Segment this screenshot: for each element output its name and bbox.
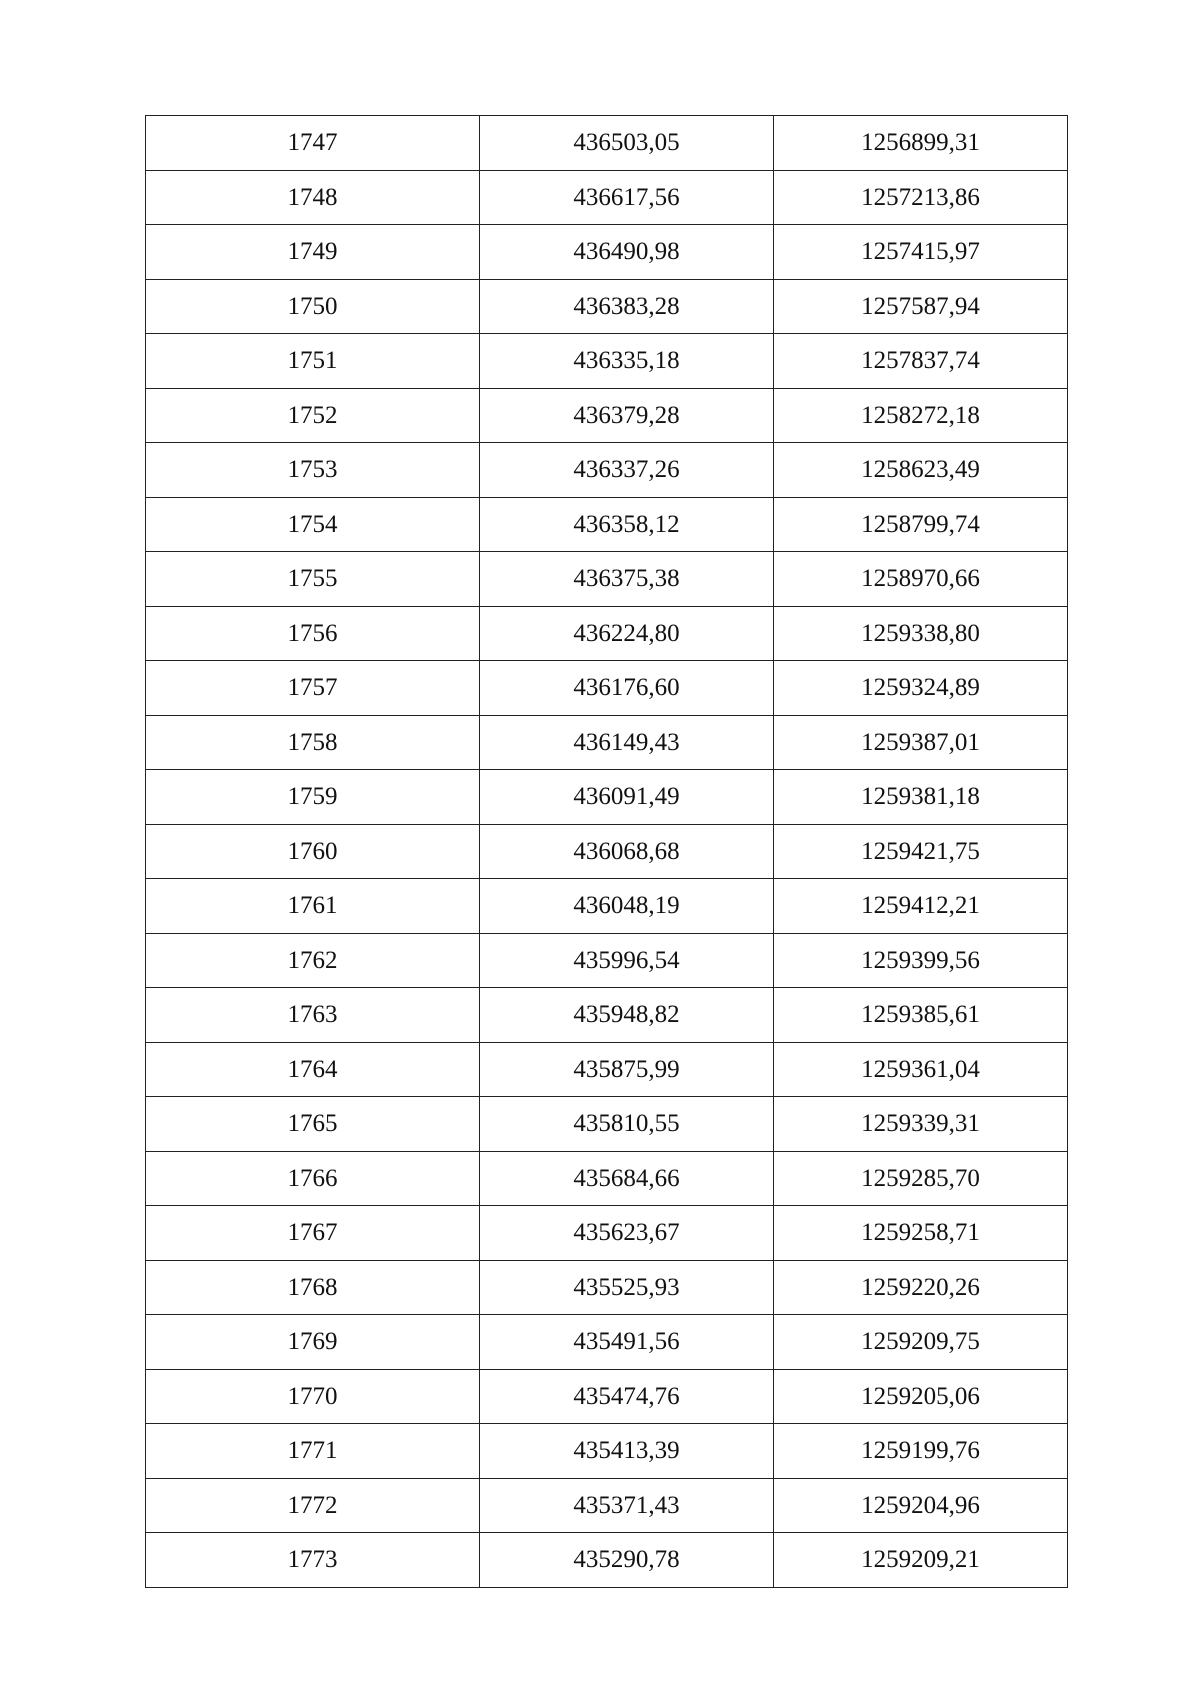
y-coordinate-cell: 1259399,56 xyxy=(774,933,1068,988)
table-row xyxy=(146,443,1068,498)
y-coordinate-cell: 1258623,49 xyxy=(774,443,1068,498)
point-number-cell: 1755 xyxy=(146,552,480,607)
y-coordinate-cell: 1258970,66 xyxy=(774,552,1068,607)
x-coordinate-cell: 435413,39 xyxy=(480,1424,774,1479)
table-row xyxy=(146,1478,1068,1533)
x-coordinate-cell: 436503,05 xyxy=(480,116,774,171)
table-row xyxy=(146,552,1068,607)
point-number-cell: 1760 xyxy=(146,824,480,879)
x-coordinate-cell: 435623,67 xyxy=(480,1206,774,1261)
x-coordinate-cell: 435996,54 xyxy=(480,933,774,988)
point-number-cell: 1751 xyxy=(146,334,480,389)
point-number-cell: 1748 xyxy=(146,170,480,225)
x-coordinate-cell: 436091,49 xyxy=(480,770,774,825)
point-number-cell: 1766 xyxy=(146,1151,480,1206)
y-coordinate-cell: 1259339,31 xyxy=(774,1097,1068,1152)
table-row xyxy=(146,933,1068,988)
point-number-cell: 1770 xyxy=(146,1369,480,1424)
y-coordinate-cell: 1257213,86 xyxy=(774,170,1068,225)
table-row xyxy=(146,388,1068,443)
x-coordinate-cell: 436048,19 xyxy=(480,879,774,934)
coordinates-table-body xyxy=(146,116,1068,1588)
y-coordinate-cell: 1259205,06 xyxy=(774,1369,1068,1424)
x-coordinate-cell: 435810,55 xyxy=(480,1097,774,1152)
x-coordinate-cell: 435875,99 xyxy=(480,1042,774,1097)
point-number-cell: 1771 xyxy=(146,1424,480,1479)
table-row xyxy=(146,988,1068,1043)
y-coordinate-cell: 1259220,26 xyxy=(774,1260,1068,1315)
table-row xyxy=(146,1369,1068,1424)
table-row xyxy=(146,497,1068,552)
x-coordinate-cell: 436337,26 xyxy=(480,443,774,498)
y-coordinate-cell: 1256899,31 xyxy=(774,116,1068,171)
x-coordinate-cell: 435491,56 xyxy=(480,1315,774,1370)
x-coordinate-cell: 436383,28 xyxy=(480,279,774,334)
table-row xyxy=(146,334,1068,389)
x-coordinate-cell: 436617,56 xyxy=(480,170,774,225)
x-coordinate-cell: 436379,28 xyxy=(480,388,774,443)
table-row xyxy=(146,116,1068,171)
point-number-cell: 1773 xyxy=(146,1533,480,1588)
y-coordinate-cell: 1259381,18 xyxy=(774,770,1068,825)
y-coordinate-cell: 1259385,61 xyxy=(774,988,1068,1043)
table-row xyxy=(146,661,1068,716)
x-coordinate-cell: 436224,80 xyxy=(480,606,774,661)
x-coordinate-cell: 435290,78 xyxy=(480,1533,774,1588)
table-row xyxy=(146,1533,1068,1588)
x-coordinate-cell: 436358,12 xyxy=(480,497,774,552)
y-coordinate-cell: 1259412,21 xyxy=(774,879,1068,934)
point-number-cell: 1767 xyxy=(146,1206,480,1261)
point-number-cell: 1758 xyxy=(146,715,480,770)
y-coordinate-cell: 1259324,89 xyxy=(774,661,1068,716)
x-coordinate-cell: 435371,43 xyxy=(480,1478,774,1533)
table-row xyxy=(146,279,1068,334)
y-coordinate-cell: 1259285,70 xyxy=(774,1151,1068,1206)
coordinates-table xyxy=(145,115,1068,1588)
table-row xyxy=(146,606,1068,661)
x-coordinate-cell: 436176,60 xyxy=(480,661,774,716)
x-coordinate-cell: 435525,93 xyxy=(480,1260,774,1315)
table-row xyxy=(146,1315,1068,1370)
x-coordinate-cell: 435684,66 xyxy=(480,1151,774,1206)
x-coordinate-cell: 436375,38 xyxy=(480,552,774,607)
point-number-cell: 1759 xyxy=(146,770,480,825)
point-number-cell: 1757 xyxy=(146,661,480,716)
table-row xyxy=(146,824,1068,879)
point-number-cell: 1765 xyxy=(146,1097,480,1152)
y-coordinate-cell: 1257415,97 xyxy=(774,225,1068,280)
y-coordinate-cell: 1257837,74 xyxy=(774,334,1068,389)
table-row xyxy=(146,1151,1068,1206)
point-number-cell: 1749 xyxy=(146,225,480,280)
x-coordinate-cell: 436490,98 xyxy=(480,225,774,280)
point-number-cell: 1753 xyxy=(146,443,480,498)
point-number-cell: 1761 xyxy=(146,879,480,934)
table-row xyxy=(146,1424,1068,1479)
table-row xyxy=(146,1097,1068,1152)
x-coordinate-cell: 436068,68 xyxy=(480,824,774,879)
point-number-cell: 1763 xyxy=(146,988,480,1043)
point-number-cell: 1756 xyxy=(146,606,480,661)
table-row xyxy=(146,225,1068,280)
table-row xyxy=(146,879,1068,934)
point-number-cell: 1769 xyxy=(146,1315,480,1370)
point-number-cell: 1752 xyxy=(146,388,480,443)
point-number-cell: 1754 xyxy=(146,497,480,552)
table-row xyxy=(146,715,1068,770)
y-coordinate-cell: 1259209,75 xyxy=(774,1315,1068,1370)
y-coordinate-cell: 1259387,01 xyxy=(774,715,1068,770)
point-number-cell: 1750 xyxy=(146,279,480,334)
point-number-cell: 1747 xyxy=(146,116,480,171)
y-coordinate-cell: 1257587,94 xyxy=(774,279,1068,334)
table-row xyxy=(146,1206,1068,1261)
table-row xyxy=(146,1042,1068,1097)
point-number-cell: 1764 xyxy=(146,1042,480,1097)
x-coordinate-cell: 435474,76 xyxy=(480,1369,774,1424)
y-coordinate-cell: 1258272,18 xyxy=(774,388,1068,443)
y-coordinate-cell: 1259338,80 xyxy=(774,606,1068,661)
x-coordinate-cell: 436335,18 xyxy=(480,334,774,389)
x-coordinate-cell: 435948,82 xyxy=(480,988,774,1043)
table-row xyxy=(146,770,1068,825)
point-number-cell: 1762 xyxy=(146,933,480,988)
y-coordinate-cell: 1259209,21 xyxy=(774,1533,1068,1588)
y-coordinate-cell: 1259204,96 xyxy=(774,1478,1068,1533)
y-coordinate-cell: 1259361,04 xyxy=(774,1042,1068,1097)
y-coordinate-cell: 1259258,71 xyxy=(774,1206,1068,1261)
point-number-cell: 1768 xyxy=(146,1260,480,1315)
x-coordinate-cell: 436149,43 xyxy=(480,715,774,770)
y-coordinate-cell: 1259199,76 xyxy=(774,1424,1068,1479)
table-row xyxy=(146,1260,1068,1315)
y-coordinate-cell: 1258799,74 xyxy=(774,497,1068,552)
y-coordinate-cell: 1259421,75 xyxy=(774,824,1068,879)
table-row xyxy=(146,170,1068,225)
point-number-cell: 1772 xyxy=(146,1478,480,1533)
